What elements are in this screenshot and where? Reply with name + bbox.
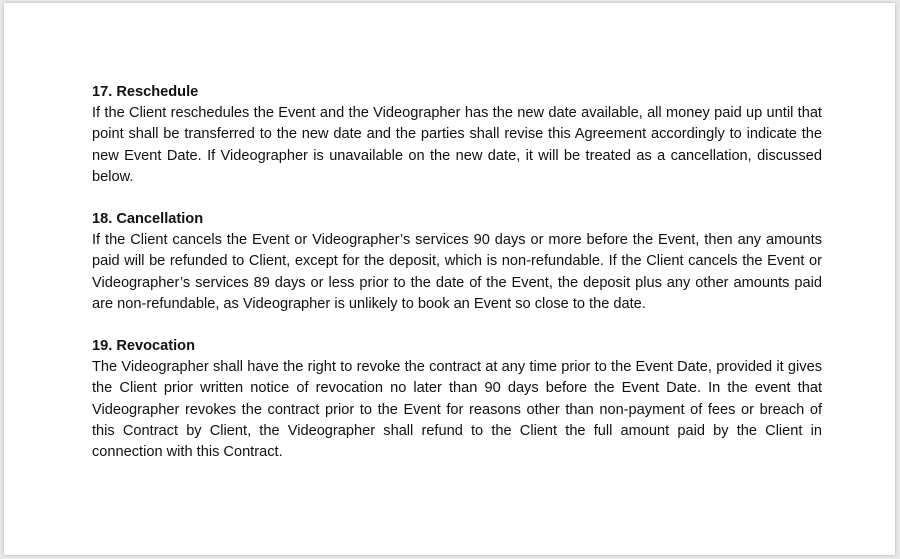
section-heading: 19. Revocation (92, 338, 196, 355)
section-cancellation (92, 209, 822, 315)
section-body: If the Client cancels the Event or Videographer’s services 90 days or more before the Event, then any amounts paid will be refunded to Client, except for the deposit, which is non-refundable. If the Client cancels the Event or Videographer’s services 89 days or less prior to the date of the Event, the deposit plus any other amounts paid are non-refundable, as Videographer is unlikely to book an Event so close to the date. (92, 232, 822, 312)
section-reschedule (92, 82, 822, 188)
section-body: The Videographer shall have the right to revoke the contract at any time prior to the Event Date, provided it gives the Client prior written notice of revocation no later than 90 days before the Event Date. In the event that Videographer revokes the contract prior to the Event for reasons other than non-payment of fees or breach of this Contract by Client, the Videographer shall refund to the Client the full amount paid by the Client in connection with this Contract. (92, 359, 822, 461)
document-page (4, 3, 895, 555)
section-heading: 17. Reschedule (92, 84, 199, 100)
section-revocation (92, 336, 822, 463)
section-heading: 18. Cancellation (92, 211, 204, 228)
document-content (92, 82, 822, 484)
section-body: If the Client reschedules the Event and the Videographer has the new date available, all money paid up until that point shall be transferred to the new date and the parties shall revise this Agreement accordingly to indicate the new Event Date. If Videographer is unavailable on the new date, it will be treated as a cancellation, discussed below. (92, 105, 822, 185)
